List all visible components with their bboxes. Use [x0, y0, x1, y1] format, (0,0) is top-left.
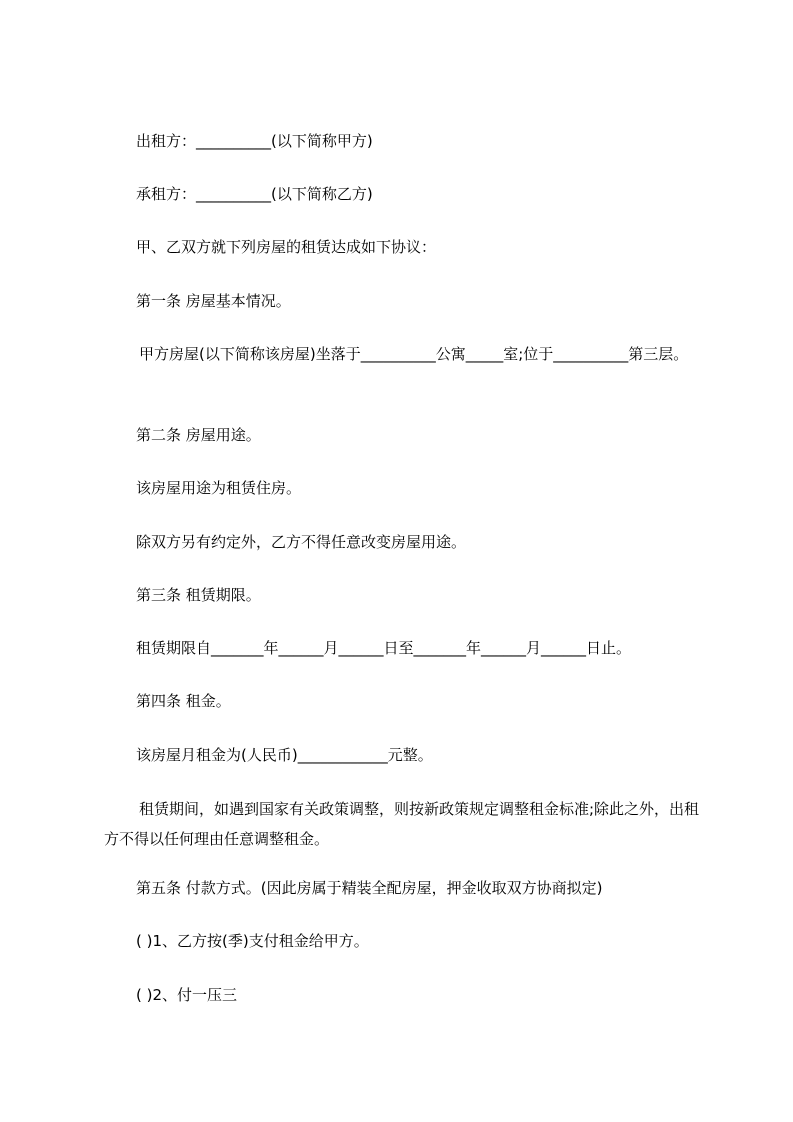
agreement-intro: 甲、乙双方就下列房屋的租赁达成如下协议： [136, 238, 437, 256]
article-3-heading: 第三条 租赁期限。 [136, 586, 261, 604]
article-2-heading: 第二条 房屋用途。 [136, 426, 261, 444]
article-5-option-2: ( )2、付一压三 [136, 986, 238, 1004]
article-4-heading: 第四条 租金。 [136, 692, 231, 710]
article-2-usage: 该房屋用途为租赁住房。 [136, 479, 302, 497]
article-4-adjustment: 租赁期间，如遇到国家有关政策调整，则按新政策规定调整租金标准;除此之外，出租方不得以任何理由任意调整租金。 [104, 800, 700, 848]
article-1-heading: 第一条 房屋基本情况。 [136, 292, 291, 310]
lessee-line: 承租方：__________(以下简称乙方) [136, 185, 373, 203]
article-4-rent: 该房屋月租金为(人民币)____________元整。 [136, 746, 433, 764]
article-3-term: 租赁期限自_______年______月______日至_______年______月______日止。 [136, 639, 632, 657]
lessor-line: 出租方：__________(以下简称甲方) [136, 132, 373, 150]
article-1-body: 甲方房屋(以下简称该房屋)坐落于__________公寓_____室;位于__________第三层。 [139, 345, 689, 363]
article-5-heading: 第五条 付款方式。(因此房属于精装全配房屋，押金收取双方协商拟定) [136, 879, 603, 897]
article-5-option-1: ( )1、乙方按(季)支付租金给甲方。 [136, 932, 369, 950]
article-2-restriction: 除双方另有约定外，乙方不得任意改变房屋用途。 [136, 533, 467, 551]
